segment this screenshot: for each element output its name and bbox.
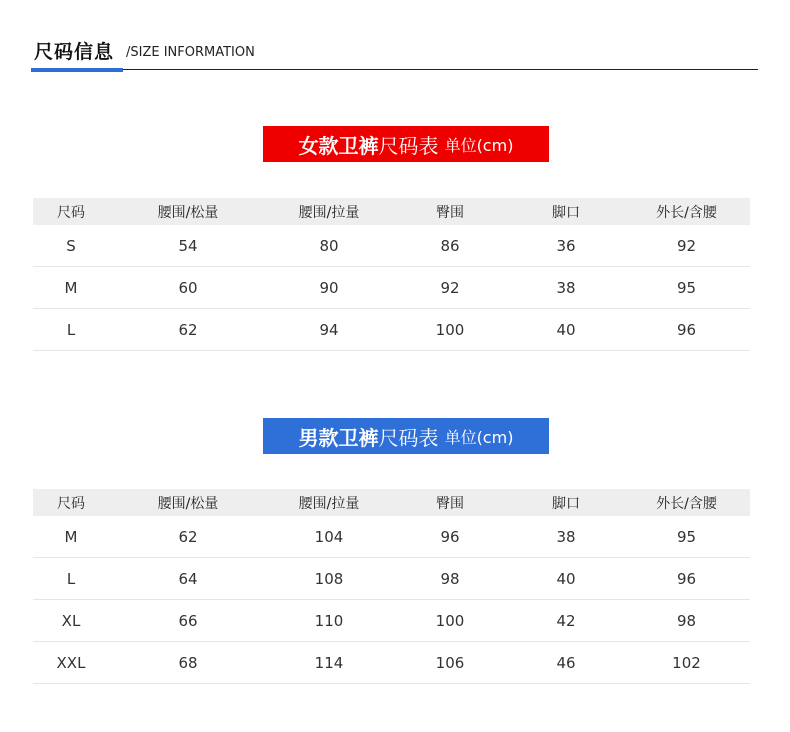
table-cell: L	[33, 558, 109, 600]
table-cell: XXL	[33, 642, 109, 684]
table-row	[33, 267, 750, 309]
header-accent-bar	[31, 68, 123, 72]
table-header-row	[33, 489, 750, 516]
table-cell: 98	[623, 600, 750, 642]
banner-unit: 单位(cm)	[444, 135, 514, 155]
column-header: 腰围/松量	[109, 198, 267, 225]
banner-chart-label: 尺码表	[378, 133, 439, 158]
table-cell: 36	[509, 225, 623, 267]
table-header-row	[33, 198, 750, 225]
column-header: 尺码	[33, 198, 109, 225]
banner-unit: 单位(cm)	[444, 427, 514, 447]
table-cell: 95	[623, 516, 750, 558]
table-cell: 40	[509, 558, 623, 600]
table-cell: 110	[267, 600, 391, 642]
table-cell: 64	[109, 558, 267, 600]
table-cell: 38	[509, 267, 623, 309]
section-title: 尺码信息	[34, 41, 115, 63]
table-cell: M	[33, 516, 109, 558]
table-row	[33, 642, 750, 684]
women-size-chart-banner	[263, 126, 549, 162]
table-cell: 86	[391, 225, 509, 267]
banner-product: 女款卫裤	[298, 133, 379, 158]
column-header: 脚口	[509, 198, 623, 225]
table-row	[33, 558, 750, 600]
column-header: 腰围/拉量	[267, 198, 391, 225]
table-cell: 60	[109, 267, 267, 309]
banner-chart-label: 尺码表	[378, 425, 439, 450]
women-size-table	[33, 198, 750, 351]
table-row	[33, 600, 750, 642]
table-cell: 96	[391, 516, 509, 558]
men-size-table	[33, 489, 750, 684]
table-cell: XL	[33, 600, 109, 642]
table-cell: 90	[267, 267, 391, 309]
column-header: 外长/含腰	[623, 489, 750, 516]
table-row	[33, 516, 750, 558]
table-cell: 114	[267, 642, 391, 684]
banner-product: 男款卫裤	[298, 425, 379, 450]
table-cell: 54	[109, 225, 267, 267]
table-cell: 92	[623, 225, 750, 267]
table-cell: 96	[623, 309, 750, 351]
table-row	[33, 309, 750, 351]
table-cell: 92	[391, 267, 509, 309]
table-cell: 68	[109, 642, 267, 684]
table-cell: 62	[109, 309, 267, 351]
table-row	[33, 225, 750, 267]
column-header: 外长/含腰	[623, 198, 750, 225]
table-cell: 38	[509, 516, 623, 558]
men-size-chart-banner	[263, 418, 549, 454]
section-subtitle: /SIZE INFORMATION	[126, 45, 255, 60]
table-cell: 102	[623, 642, 750, 684]
table-cell: 40	[509, 309, 623, 351]
table-cell: 46	[509, 642, 623, 684]
table-cell: M	[33, 267, 109, 309]
table-cell: 100	[391, 309, 509, 351]
table-cell: 94	[267, 309, 391, 351]
column-header: 臀围	[391, 198, 509, 225]
section-header	[31, 36, 758, 72]
table-cell: 98	[391, 558, 509, 600]
column-header: 脚口	[509, 489, 623, 516]
table-cell: 62	[109, 516, 267, 558]
table-cell: L	[33, 309, 109, 351]
table-cell: 108	[267, 558, 391, 600]
table-cell: 66	[109, 600, 267, 642]
table-cell: S	[33, 225, 109, 267]
table-cell: 96	[623, 558, 750, 600]
table-cell: 95	[623, 267, 750, 309]
header-divider	[31, 69, 758, 70]
column-header: 腰围/松量	[109, 489, 267, 516]
table-cell: 106	[391, 642, 509, 684]
table-cell: 100	[391, 600, 509, 642]
table-cell: 104	[267, 516, 391, 558]
column-header: 尺码	[33, 489, 109, 516]
column-header: 腰围/拉量	[267, 489, 391, 516]
table-cell: 42	[509, 600, 623, 642]
column-header: 臀围	[391, 489, 509, 516]
table-cell: 80	[267, 225, 391, 267]
